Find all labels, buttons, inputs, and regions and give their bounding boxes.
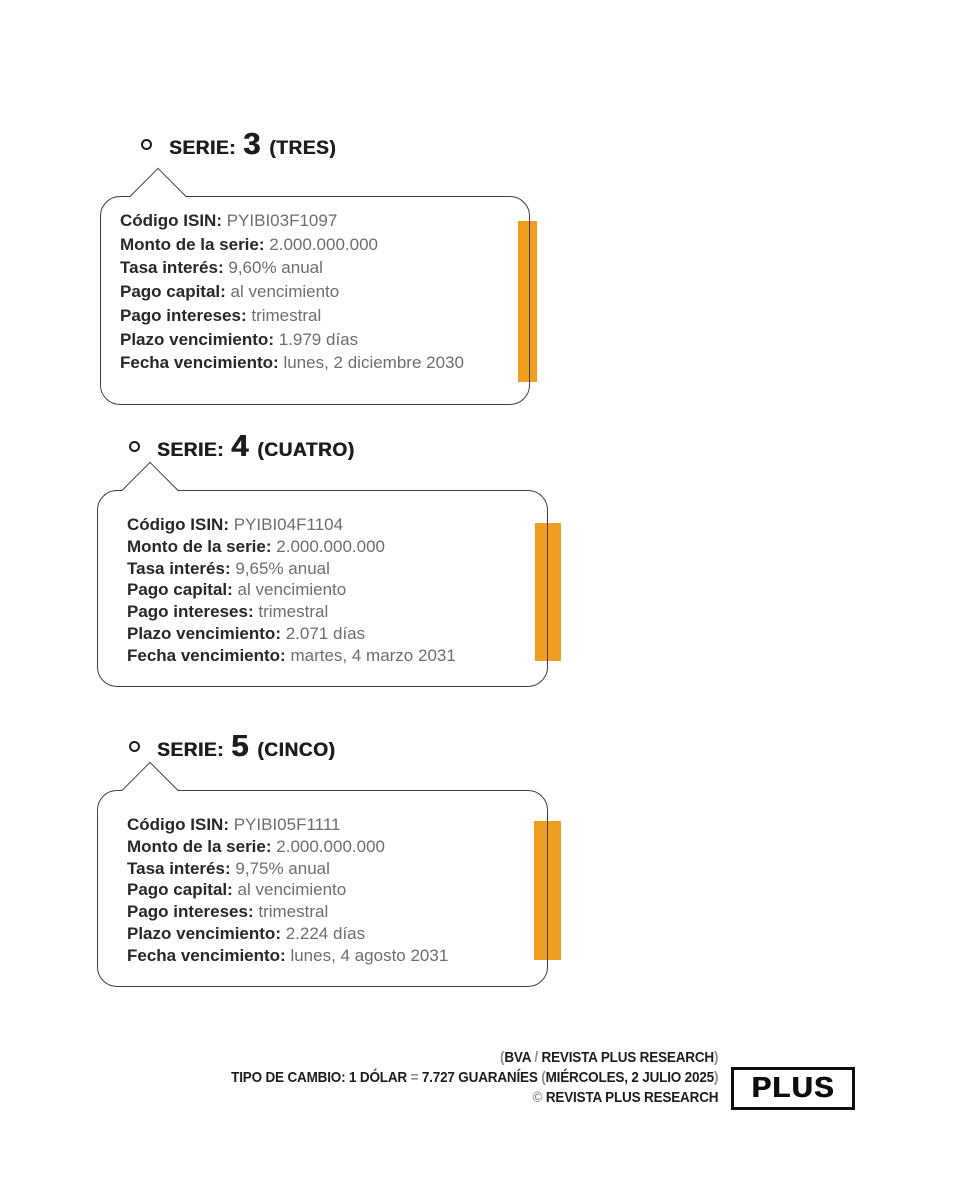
field-row <box>120 280 529 304</box>
field-label: Monto de la serie: <box>120 234 265 254</box>
field-value: PYIBI03F1097 <box>226 211 338 230</box>
plus-logo <box>731 1067 855 1110</box>
field-row <box>127 858 547 880</box>
field-row <box>127 579 547 601</box>
field-row <box>127 514 547 536</box>
field-value: 2.000.000.000 <box>276 836 385 856</box>
copyright-icon: © <box>532 1089 542 1106</box>
field-label: Pago intereses: <box>127 902 254 922</box>
serie-4-fields <box>98 491 547 667</box>
serie-bullet-icon <box>141 139 152 150</box>
field-value: al vencimiento <box>237 580 347 600</box>
field-row <box>127 558 547 580</box>
equals-sign: = <box>410 1069 418 1086</box>
field-label: Plazo vencimiento: <box>127 623 281 643</box>
field-value: 2.071 días <box>285 623 366 643</box>
field-label: Plazo vencimiento: <box>127 923 281 943</box>
footer-source-bva: BVA <box>503 1049 531 1066</box>
field-value: 9,65% anual <box>235 558 330 578</box>
field-label: Pago capital: <box>127 580 233 600</box>
serie-5-header <box>129 728 335 764</box>
paren: ( <box>540 1069 546 1086</box>
field-value: 2.000.000.000 <box>276 536 385 556</box>
field-row <box>120 233 529 257</box>
field-value: 1.979 días <box>278 329 359 349</box>
serie-number: 5 <box>230 728 249 763</box>
field-value: trimestral <box>258 602 329 622</box>
field-label: Monto de la serie: <box>127 536 272 556</box>
field-label: Código ISIN: <box>127 815 229 834</box>
field-label: Monto de la serie: <box>127 836 272 856</box>
field-value: 2.000.000.000 <box>269 234 378 254</box>
exchange-label: TIPO DE CAMBIO: 1 DÓLAR <box>230 1069 411 1086</box>
field-row <box>127 945 547 967</box>
serie-3-header <box>141 126 336 162</box>
field-label: Tasa interés: <box>127 858 231 878</box>
field-row <box>127 836 547 858</box>
serie-4-card <box>97 490 548 687</box>
field-label: Pago intereses: <box>127 602 254 622</box>
field-row <box>127 645 547 667</box>
field-value: al vencimiento <box>237 880 347 900</box>
field-value: lunes, 4 agosto 2031 <box>290 945 449 965</box>
field-label: Tasa interés: <box>127 558 231 578</box>
serie-bullet-icon <box>129 741 140 752</box>
field-label: Código ISIN: <box>120 211 222 230</box>
serie-3-fields <box>101 197 529 375</box>
field-value: 2.224 días <box>285 923 366 943</box>
serie-title-suffix: (TRES) <box>269 138 337 159</box>
field-value: PYIBI04F1104 <box>233 515 344 534</box>
exchange-value: 7.727 GUARANÍES <box>417 1069 541 1086</box>
footer-source-research: REVISTA PLUS RESEARCH <box>541 1049 714 1066</box>
field-value: 9,75% anual <box>235 858 330 878</box>
serie-title-prefix: SERIE: <box>169 138 236 159</box>
field-label: Pago capital: <box>120 282 226 302</box>
field-label: Plazo vencimiento: <box>120 329 274 349</box>
field-label: Código ISIN: <box>127 515 229 534</box>
serie-3-card <box>100 196 530 405</box>
serie-number: 3 <box>242 126 261 161</box>
field-row <box>127 623 547 645</box>
field-value: martes, 4 marzo 2031 <box>290 645 456 665</box>
field-value: 9,60% anual <box>228 258 323 278</box>
field-row <box>120 328 529 352</box>
field-label: Tasa interés: <box>120 258 224 278</box>
field-value: al vencimiento <box>230 282 340 302</box>
paren: ) <box>713 1069 718 1086</box>
field-label: Pago intereses: <box>120 305 247 325</box>
serie-5-card <box>97 790 548 987</box>
footer-copyright-line <box>231 1088 718 1108</box>
serie-4-header <box>129 428 355 464</box>
field-value: trimestral <box>258 902 329 922</box>
field-value: PYIBI05F1111 <box>233 815 341 834</box>
serie-title-suffix: (CUATRO) <box>257 440 355 461</box>
serie-title-prefix: SERIE: <box>157 740 224 761</box>
field-row <box>120 351 529 375</box>
serie-bullet-icon <box>129 441 140 452</box>
field-label: Fecha vencimiento: <box>127 945 286 965</box>
footer-exchange-line <box>231 1068 718 1088</box>
serie-title-suffix: (CINCO) <box>257 740 336 761</box>
field-value: lunes, 2 diciembre 2030 <box>283 353 464 373</box>
field-value: trimestral <box>251 305 322 325</box>
serie-title-prefix: SERIE: <box>157 440 224 461</box>
field-label: Fecha vencimiento: <box>120 353 279 373</box>
copyright-text: REVISTA PLUS RESEARCH <box>541 1089 718 1106</box>
field-label: Pago capital: <box>127 880 233 900</box>
field-row <box>120 256 529 280</box>
field-row <box>120 209 529 233</box>
exchange-date: MIÉRCOLES, 2 JULIO 2025 <box>545 1069 714 1086</box>
paren: ( <box>499 1049 504 1066</box>
footer-credits <box>231 1048 718 1108</box>
serie-number: 4 <box>230 428 249 463</box>
separator: / <box>530 1049 542 1066</box>
field-row <box>127 536 547 558</box>
field-row <box>120 304 529 328</box>
serie-5-fields <box>98 791 547 967</box>
field-label: Fecha vencimiento: <box>127 645 286 665</box>
plus-logo-text: PLUS <box>751 1072 835 1104</box>
field-row <box>127 901 547 923</box>
field-row <box>127 601 547 623</box>
footer-source-line <box>231 1048 718 1068</box>
paren: ) <box>713 1049 718 1066</box>
field-row <box>127 814 547 836</box>
field-row <box>127 923 547 945</box>
field-row <box>127 879 547 901</box>
